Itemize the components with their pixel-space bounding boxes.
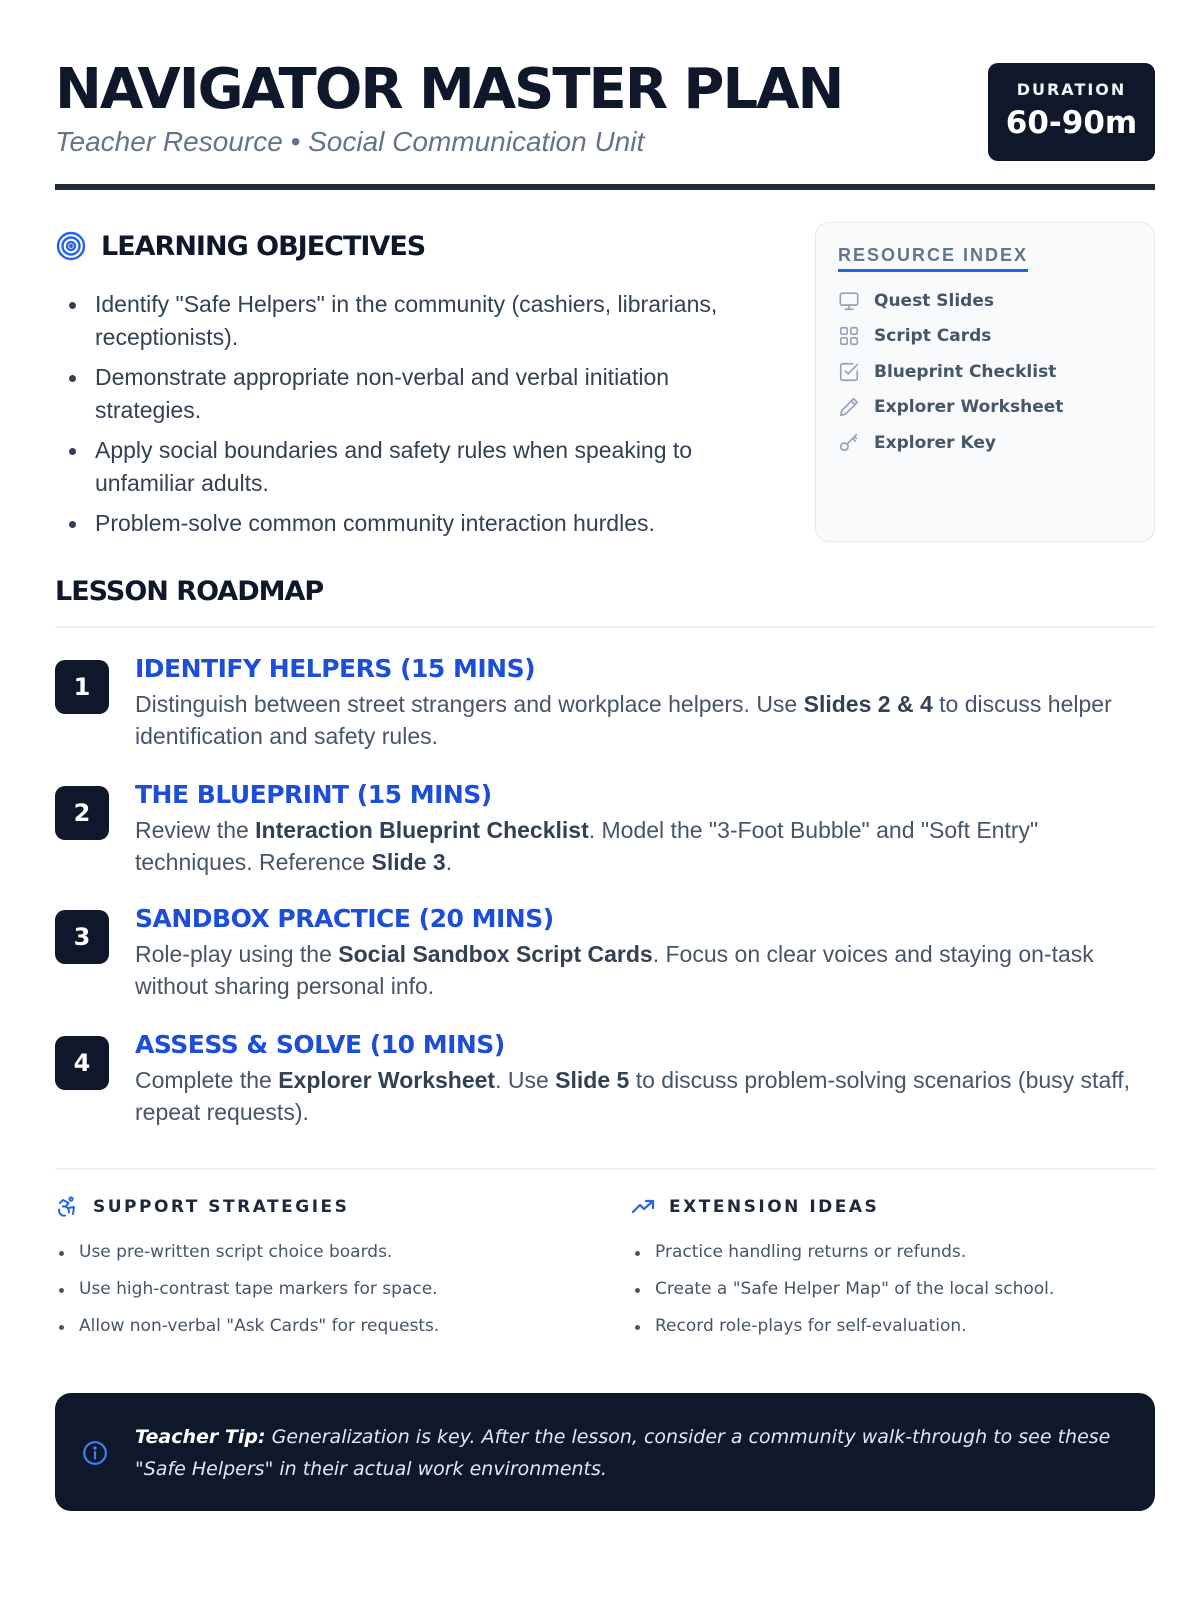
info-icon [82, 1440, 108, 1466]
support-item: Use pre-written script choice boards. [55, 1234, 575, 1271]
extension-item: Record role-plays for self-evaluation. [631, 1308, 1151, 1345]
resource-item-script-cards[interactable] [838, 319, 1063, 355]
resource-index-list [838, 283, 1063, 461]
resource-label: Blueprint Checklist [874, 361, 1057, 382]
step-title: IDENTIFY HELPERS (15 MINS) [135, 654, 536, 683]
lesson-plan-page [55, 0, 1155, 1600]
accessibility-icon [55, 1195, 79, 1219]
objectives-heading-row [55, 226, 425, 266]
extension-heading: EXTENSION IDEAS [669, 1197, 880, 1217]
duration-value: 60-90m [1005, 105, 1138, 141]
step-number: 3 [55, 910, 109, 964]
step-description: Review the Interaction Blueprint Checklist. Model the "3-Foot Bubble" and "Soft Entry" techniques. Reference Slide 3. [135, 817, 1039, 875]
step-title: ASSESS & SOLVE (10 MINS) [135, 1030, 505, 1059]
teacher-tip-label: Teacher Tip: [135, 1426, 266, 1448]
resource-label: Script Cards [874, 326, 992, 347]
resource-item-explorer-worksheet[interactable] [838, 390, 1063, 426]
objective-item: Apply social boundaries and safety rules when speaking to unfamiliar adults. [55, 434, 775, 500]
teacher-tip-box [55, 1393, 1155, 1511]
trending-up-icon [631, 1195, 655, 1219]
extension-heading-row [631, 1192, 1151, 1222]
support-list [55, 1234, 575, 1345]
checkbox-icon [838, 361, 860, 383]
extension-item: Practice handling returns or refunds. [631, 1234, 1151, 1271]
step-description: Role-play using the Social Sandbox Script Cards. Focus on clear voices and staying on-task without sharing personal info. [135, 941, 1094, 999]
duration-badge [988, 63, 1155, 161]
support-strategies-section [55, 1192, 575, 1345]
page-subtitle: Teacher Resource • Social Communication Unit [55, 126, 645, 157]
roadmap-heading: LESSON ROADMAP [55, 576, 324, 607]
support-item: Use high-contrast tape markers for space. [55, 1271, 575, 1308]
resource-item-quest-slides[interactable] [838, 283, 1063, 319]
roadmap-divider [55, 626, 1155, 628]
step-number: 1 [55, 660, 109, 714]
objectives-list [55, 288, 775, 547]
step-title: SANDBOX PRACTICE (20 MINS) [135, 904, 554, 933]
objective-item: Problem-solve common community interaction hurdles. [55, 507, 775, 540]
header [55, 58, 1155, 190]
key-icon [838, 432, 860, 454]
step-title: THE BLUEPRINT (15 MINS) [135, 780, 492, 809]
support-item: Allow non-verbal "Ask Cards" for requests. [55, 1308, 575, 1345]
extension-list [631, 1234, 1151, 1345]
resource-label: Explorer Key [874, 432, 996, 453]
resource-index-title: RESOURCE INDEX [838, 245, 1028, 272]
grid-icon [838, 325, 860, 347]
resource-label: Explorer Worksheet [874, 397, 1064, 418]
teacher-tip-body: Generalization is key. After the lesson, consider a community walk-through to see these "Safe Helpers" in their actual work environments. [135, 1426, 1111, 1480]
duration-label: DURATION [1016, 80, 1127, 99]
objective-item: Identify "Safe Helpers" in the community (cashiers, librarians, receptionists). [55, 288, 775, 354]
resource-item-explorer-key[interactable] [838, 425, 1063, 461]
pencil-icon [838, 396, 860, 418]
step-number: 2 [55, 786, 109, 840]
step-number: 4 [55, 1036, 109, 1090]
objectives-heading: LEARNING OBJECTIVES [101, 230, 426, 262]
support-heading-row [55, 1192, 575, 1222]
teacher-tip-text [135, 1421, 1125, 1485]
resource-label: Quest Slides [874, 290, 994, 311]
monitor-icon [838, 290, 860, 312]
resource-index-panel [815, 222, 1155, 542]
page-title: NAVIGATOR MASTER PLAN [55, 57, 843, 122]
step-description: Distinguish between street strangers and workplace helpers. Use Slides 2 & 4 to discuss helper identification and safety rules. [135, 691, 1112, 749]
target-icon [55, 230, 87, 262]
section-divider [55, 1168, 1155, 1170]
extension-ideas-section [631, 1192, 1151, 1345]
support-heading: SUPPORT STRATEGIES [93, 1197, 350, 1217]
extension-item: Create a "Safe Helper Map" of the local school. [631, 1271, 1151, 1308]
resource-item-blueprint-checklist[interactable] [838, 354, 1063, 390]
step-description: Complete the Explorer Worksheet. Use Slide 5 to discuss problem-solving scenarios (busy staff, repeat requests). [135, 1067, 1130, 1125]
objective-item: Demonstrate appropriate non-verbal and verbal initiation strategies. [55, 361, 775, 427]
